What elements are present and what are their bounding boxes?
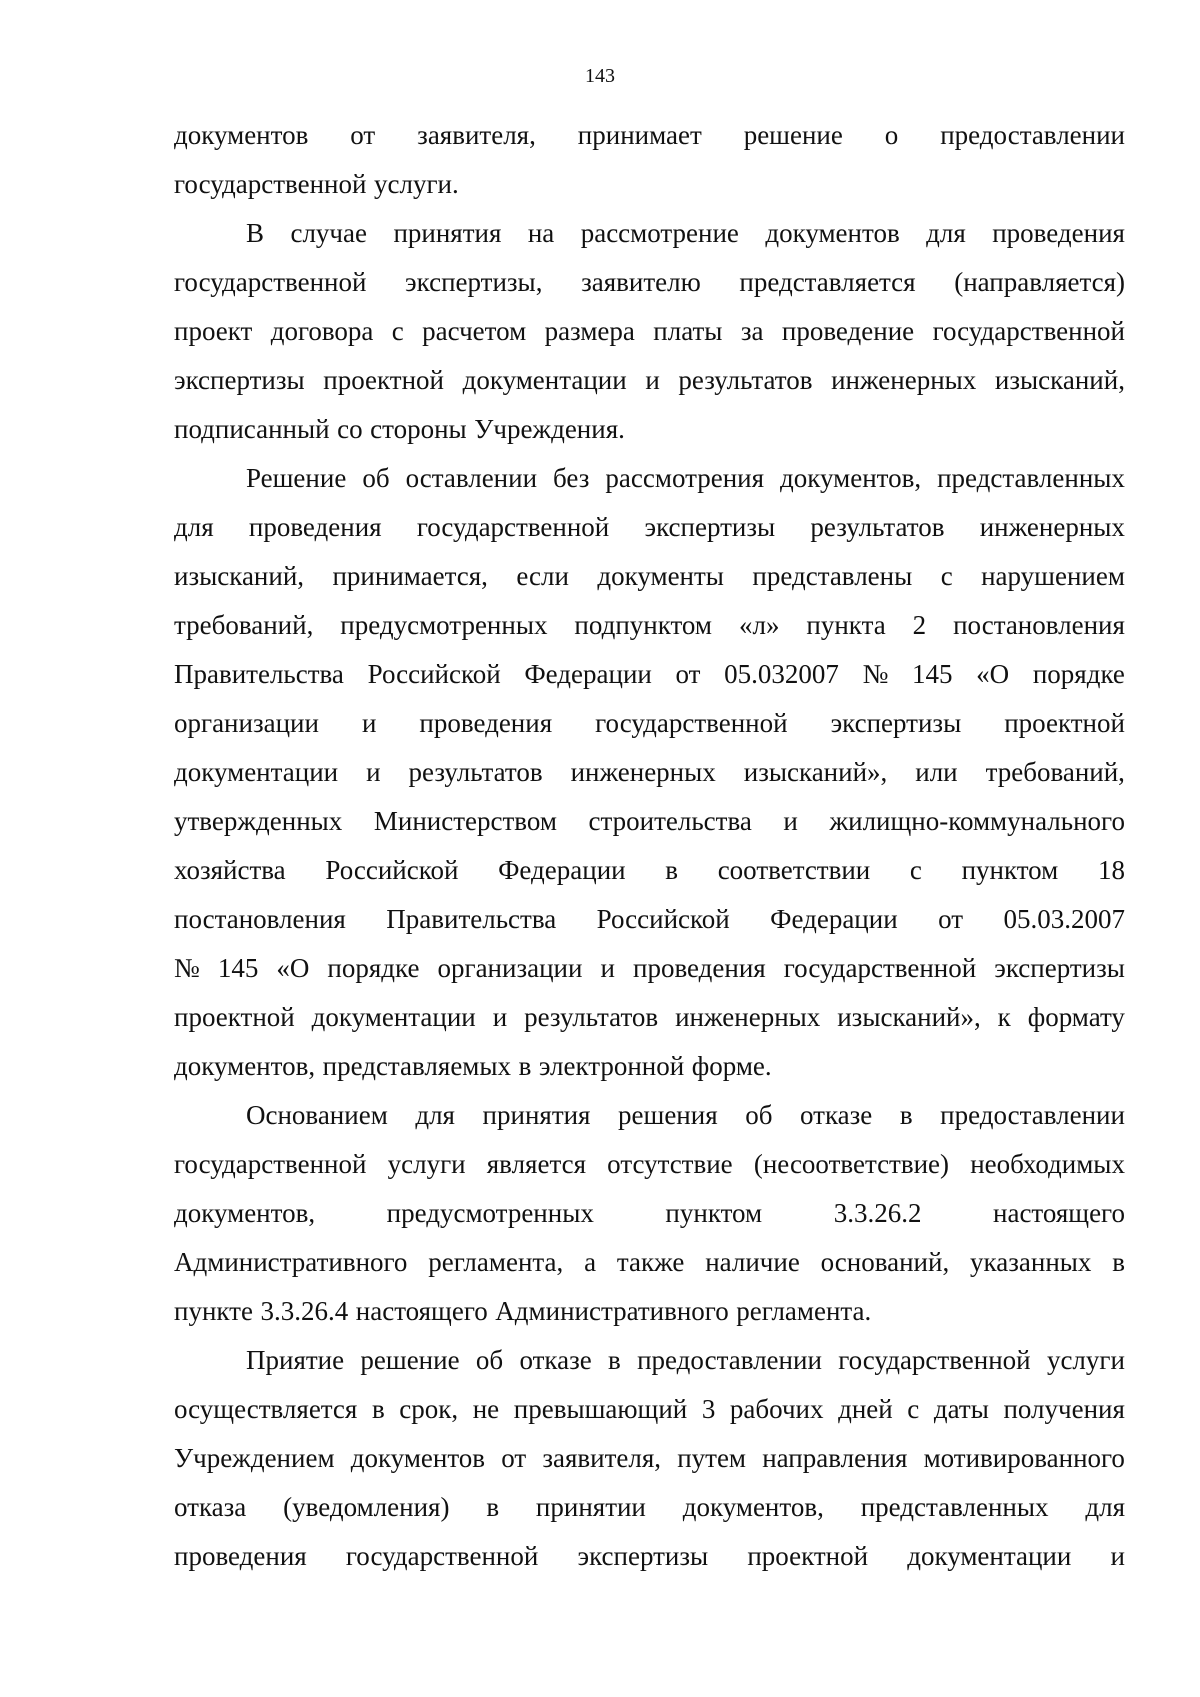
- word: в: [1112, 1247, 1125, 1277]
- word: о: [884, 120, 899, 150]
- word: государственной: [174, 169, 367, 199]
- word: отсутствие: [607, 1149, 733, 1179]
- word: указанных: [970, 1247, 1092, 1277]
- text-line: [174, 1189, 1125, 1238]
- word: и: [600, 953, 615, 983]
- word: рассмотрение: [580, 218, 739, 248]
- word: Федерации: [524, 659, 652, 689]
- word: с: [907, 1394, 920, 1424]
- word: (несоответствие): [753, 1149, 950, 1179]
- word: предусмотренных: [386, 1198, 594, 1228]
- word: государственной: [345, 1541, 539, 1571]
- word: с: [940, 561, 953, 591]
- word: Решение: [246, 463, 347, 493]
- word: в: [486, 1492, 500, 1522]
- text-line: [174, 209, 1125, 258]
- word: расчетом: [422, 316, 527, 346]
- word: Министерством: [373, 806, 557, 836]
- word: или: [915, 757, 958, 787]
- word: государственной: [174, 1149, 367, 1179]
- word: от: [350, 120, 376, 150]
- word: необходимых: [970, 1149, 1125, 1179]
- word: 145: [217, 953, 259, 983]
- word: для: [174, 512, 214, 542]
- word: 145: [912, 659, 953, 689]
- text-line: [174, 405, 1125, 454]
- word: в: [665, 855, 679, 885]
- word: отказа: [174, 1492, 247, 1522]
- word: и: [361, 708, 377, 738]
- word: Учреждением: [174, 1443, 335, 1473]
- word: проведения: [248, 512, 382, 542]
- word: государственной: [783, 953, 977, 983]
- word: №: [862, 659, 889, 689]
- word: превышающий: [513, 1394, 688, 1424]
- word: для: [926, 218, 966, 248]
- word: документов,: [174, 1051, 316, 1081]
- text-line: [174, 650, 1125, 699]
- page-number: 143: [585, 65, 615, 87]
- text-line: [174, 895, 1125, 944]
- word: экспертизы: [830, 708, 962, 738]
- word: не: [472, 1394, 500, 1424]
- word: №: [174, 953, 200, 983]
- word: результатов: [408, 757, 543, 787]
- word: отказе: [800, 1100, 873, 1130]
- word: проведение: [781, 316, 915, 346]
- word: порядке: [327, 953, 420, 983]
- word: в: [518, 1051, 532, 1081]
- word: об: [745, 1100, 773, 1130]
- word: услуги.: [373, 169, 459, 199]
- word: платы: [653, 316, 723, 346]
- word: Российской: [325, 855, 459, 885]
- word: проектной: [174, 1002, 295, 1032]
- text-line: [174, 601, 1125, 650]
- word: и: [492, 1002, 508, 1032]
- word: экспертизы: [994, 953, 1125, 983]
- word: документов: [765, 218, 900, 248]
- word: оставлении: [405, 463, 538, 493]
- word: изысканий»,: [837, 1002, 981, 1032]
- word: Российской: [596, 904, 730, 934]
- word: решение: [743, 120, 843, 150]
- word: размера: [544, 316, 635, 346]
- word: путем: [677, 1443, 747, 1473]
- word: «О: [276, 953, 310, 983]
- document-body: [174, 111, 1125, 1581]
- word: представленных: [860, 1492, 1049, 1522]
- word: представляемых: [322, 1051, 512, 1081]
- text-line: [174, 1140, 1125, 1189]
- word: предусмотренных: [340, 610, 548, 640]
- word: проведения: [419, 708, 553, 738]
- word: предоставлении: [637, 1345, 822, 1375]
- word: документов,: [174, 1198, 316, 1228]
- word: «л»: [738, 610, 780, 640]
- word: документов: [174, 120, 309, 150]
- word: 05.03.2007: [1003, 904, 1125, 934]
- word: Административного: [174, 1247, 408, 1277]
- word: Федерации: [498, 855, 626, 885]
- word: проектной: [323, 365, 444, 395]
- word: за: [740, 316, 764, 346]
- word: решение: [360, 1345, 460, 1375]
- word: об: [362, 463, 390, 493]
- word: принятии: [535, 1492, 646, 1522]
- word: пунктом: [961, 855, 1059, 885]
- word: от: [501, 1443, 527, 1473]
- word: требований,: [985, 757, 1125, 787]
- text-line: [174, 356, 1125, 405]
- word: экспертизы: [174, 365, 305, 395]
- word: представлены: [752, 561, 913, 591]
- word: Основанием: [246, 1100, 388, 1130]
- word: проведения: [992, 218, 1125, 248]
- word: инженерных: [675, 1002, 821, 1032]
- word: оснований,: [820, 1247, 950, 1277]
- word: представляется: [739, 267, 916, 297]
- text-line: [174, 797, 1125, 846]
- word: проведения: [174, 1541, 307, 1571]
- word: утвержденных: [174, 806, 343, 836]
- word: 05.032007: [724, 659, 839, 689]
- word: пункта: [806, 610, 886, 640]
- text-line: [174, 748, 1125, 797]
- text-line: [174, 1287, 1125, 1336]
- text-line: [174, 1042, 1125, 1091]
- word: случае: [290, 218, 367, 248]
- text-line: [174, 1336, 1125, 1385]
- word: (направляется): [954, 267, 1125, 297]
- word: об: [475, 1345, 504, 1375]
- word: «О: [976, 659, 1010, 689]
- word: проектной: [747, 1541, 869, 1571]
- word: документации: [462, 365, 627, 395]
- word: хозяйства: [174, 855, 286, 885]
- text-line: [174, 846, 1125, 895]
- word: (уведомления): [283, 1492, 450, 1522]
- text-line: [174, 552, 1125, 601]
- word: 3.3.26.4: [260, 1296, 349, 1326]
- word: проектной: [1004, 708, 1125, 738]
- word: требований,: [174, 610, 314, 640]
- word: пункте: [174, 1296, 253, 1326]
- text-line: [174, 503, 1125, 552]
- word: нарушением: [981, 561, 1125, 591]
- word: результатов: [524, 1002, 659, 1032]
- word: проект: [174, 316, 253, 346]
- text-line: [174, 1532, 1125, 1581]
- word: стороны: [370, 414, 467, 444]
- word: экспертизы: [644, 512, 776, 542]
- word: в: [371, 1394, 385, 1424]
- word: государственной: [595, 708, 788, 738]
- word: для: [415, 1100, 455, 1130]
- text-line: [174, 1238, 1125, 1287]
- word: документы: [597, 561, 724, 591]
- word: государственной: [174, 267, 367, 297]
- word: организации: [437, 953, 583, 983]
- word: и: [366, 757, 381, 787]
- word: принимается,: [332, 561, 488, 591]
- word: со: [337, 414, 363, 444]
- text-line: [174, 1385, 1125, 1434]
- word: Российской: [367, 659, 501, 689]
- word: без: [553, 463, 590, 493]
- word: документов: [350, 1443, 486, 1473]
- word: формату: [1027, 1002, 1125, 1032]
- word: с: [909, 855, 922, 885]
- word: жилищно-коммунального: [829, 806, 1125, 836]
- word: в: [899, 1100, 913, 1130]
- text-line: [174, 993, 1125, 1042]
- word: 3: [701, 1394, 716, 1424]
- text-line: [174, 699, 1125, 748]
- word: государственной: [416, 512, 610, 542]
- word: даты: [933, 1394, 989, 1424]
- word: Федерации: [770, 904, 898, 934]
- word: настоящего: [993, 1198, 1125, 1228]
- text-line: [174, 258, 1125, 307]
- word: принятия: [393, 218, 502, 248]
- word: строительства: [588, 806, 752, 836]
- text-line: [174, 454, 1125, 503]
- word: Административного: [495, 1296, 729, 1326]
- word: постановления: [174, 904, 346, 934]
- word: с: [391, 316, 404, 346]
- word: инженерных: [979, 512, 1125, 542]
- word: организации: [174, 708, 319, 738]
- word: документации: [311, 1002, 476, 1032]
- word: предоставлении: [940, 1100, 1125, 1130]
- word: предоставлении: [940, 120, 1125, 150]
- word: документации: [907, 1541, 1072, 1571]
- word: решения: [618, 1100, 718, 1130]
- word: электронной: [538, 1051, 685, 1081]
- word: подписанный: [174, 414, 330, 444]
- word: 3.3.26.2: [833, 1198, 922, 1228]
- word: постановления: [953, 610, 1125, 640]
- word: также: [616, 1247, 685, 1277]
- word: и: [783, 806, 798, 836]
- word: документов,: [682, 1492, 824, 1522]
- word: документации: [174, 757, 339, 787]
- word: дней: [838, 1394, 893, 1424]
- text-line: [174, 1091, 1125, 1140]
- word: экспертизы: [577, 1541, 709, 1571]
- word: инженерных: [570, 757, 716, 787]
- word: является: [486, 1149, 586, 1179]
- word: подпунктом: [574, 610, 713, 640]
- word: рассмотрения: [605, 463, 765, 493]
- word: для: [1085, 1492, 1125, 1522]
- word: отказе: [519, 1345, 592, 1375]
- word: на: [527, 218, 555, 248]
- word: документов,: [780, 463, 922, 493]
- word: заявителя,: [542, 1443, 662, 1473]
- word: пунктом: [665, 1198, 763, 1228]
- word: В: [246, 218, 265, 248]
- word: Учреждения.: [474, 414, 625, 444]
- text-line: [174, 160, 1125, 209]
- word: Правительства: [174, 659, 344, 689]
- word: договора: [270, 316, 374, 346]
- text-line: [174, 111, 1125, 160]
- word: изысканий,: [994, 365, 1125, 395]
- word: услуги: [1046, 1345, 1125, 1375]
- word: осуществляется: [174, 1394, 358, 1424]
- word: форме.: [691, 1051, 772, 1081]
- word: настоящего: [355, 1296, 488, 1326]
- word: проведения: [633, 953, 766, 983]
- word: направления: [762, 1443, 908, 1473]
- paragraph: [174, 111, 1125, 209]
- word: Правительства: [386, 904, 557, 934]
- paragraph: [174, 1091, 1125, 1336]
- text-line: [174, 944, 1125, 993]
- word: соответствии: [717, 855, 871, 885]
- paragraph: [174, 454, 1125, 1091]
- word: Приятие: [246, 1345, 345, 1375]
- word: результатов: [678, 365, 813, 395]
- word: и: [645, 365, 660, 395]
- word: регламента,: [428, 1247, 564, 1277]
- word: и: [1110, 1541, 1125, 1571]
- word: если: [516, 561, 569, 591]
- text-line: [174, 1483, 1125, 1532]
- word: 2: [912, 610, 927, 640]
- word: от: [938, 904, 964, 934]
- word: 18: [1097, 855, 1125, 885]
- word: принимает: [577, 120, 702, 150]
- word: инженерных: [831, 365, 977, 395]
- word: представленных: [937, 463, 1125, 493]
- word: от: [675, 659, 701, 689]
- word: рабочих: [729, 1394, 824, 1424]
- word: получения: [1003, 1394, 1125, 1424]
- text-line: [174, 307, 1125, 356]
- paragraph: [174, 1336, 1125, 1581]
- word: регламента.: [736, 1296, 872, 1326]
- word: изысканий,: [174, 561, 305, 591]
- word: мотивированного: [923, 1443, 1125, 1473]
- word: порядке: [1032, 659, 1125, 689]
- text-line: [174, 1434, 1125, 1483]
- word: заявителю: [581, 267, 701, 297]
- word: услуги: [387, 1149, 466, 1179]
- word: результатов: [810, 512, 945, 542]
- word: изысканий»,: [743, 757, 888, 787]
- paragraph: [174, 209, 1125, 454]
- word: заявителя,: [417, 120, 536, 150]
- word: срок,: [399, 1394, 459, 1424]
- word: а: [584, 1247, 597, 1277]
- word: государственной: [838, 1345, 1031, 1375]
- word: принятия: [482, 1100, 591, 1130]
- word: к: [997, 1002, 1011, 1032]
- word: наличие: [705, 1247, 800, 1277]
- word: в: [608, 1345, 621, 1375]
- word: государственной: [932, 316, 1125, 346]
- word: экспертизы,: [405, 267, 543, 297]
